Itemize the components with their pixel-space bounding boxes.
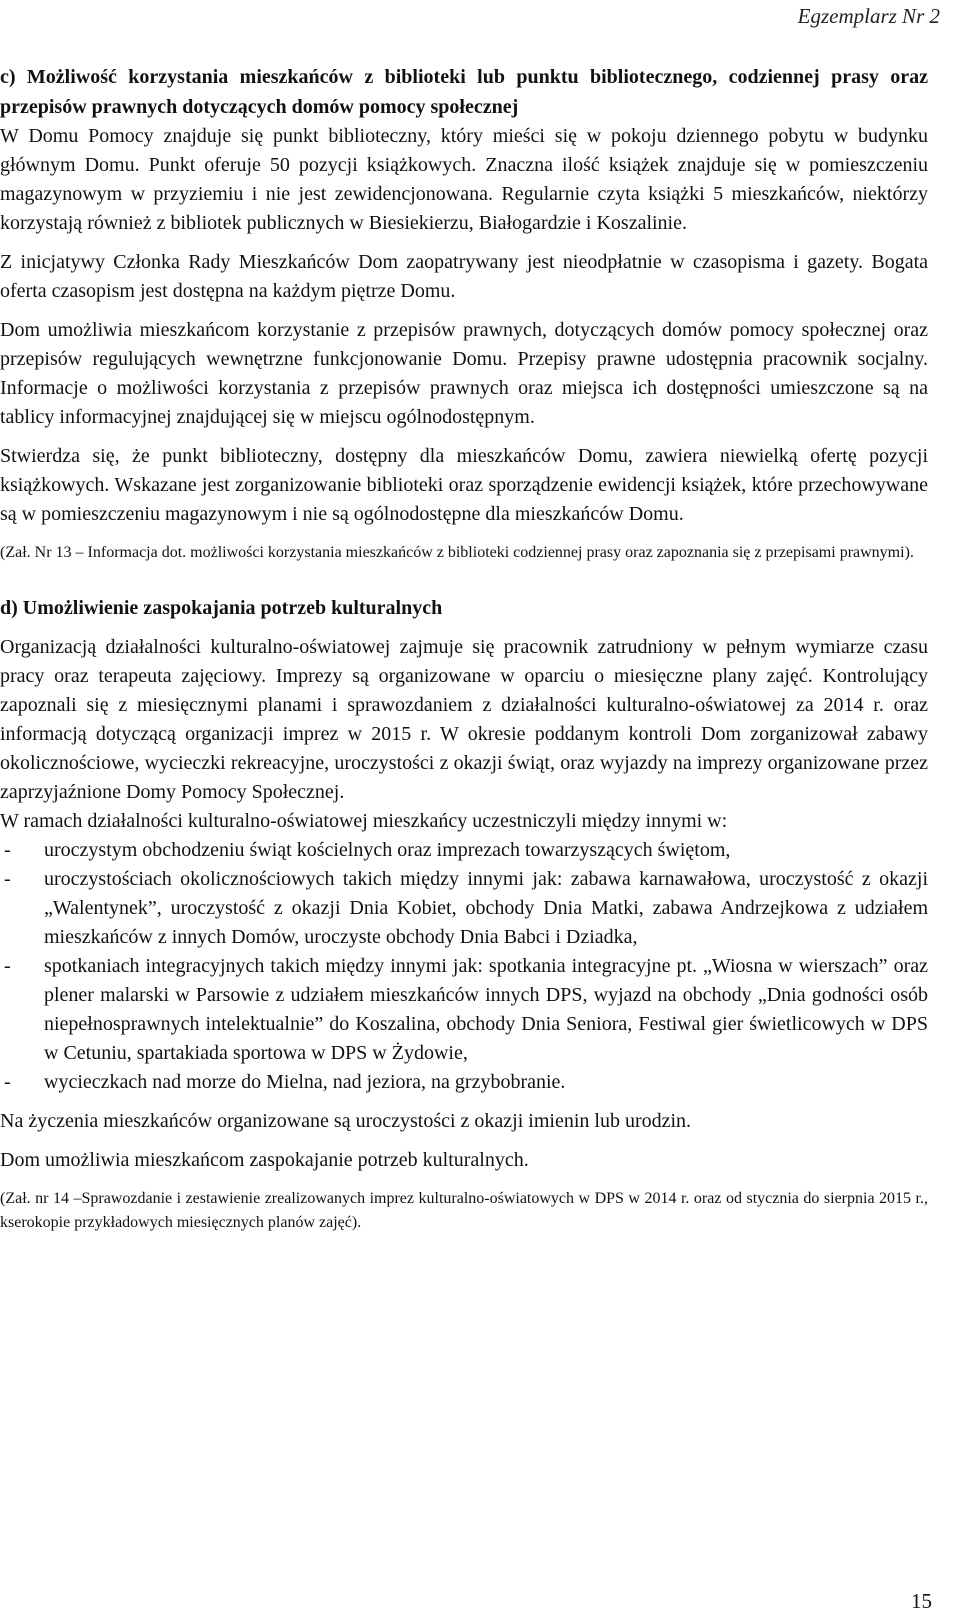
section-c-paragraph-1: W Domu Pomocy znajduje się punkt biblioteczny, który mieści się w pokoju dziennego pobytu w budynku głównym Domu. Punkt oferuje 50 pozycji książkowych. Znaczna ilość książek znajduje się w pomieszczeniu magazynowym w przyziemiu i nie jest zewidencjonowana. Regularnie czyta książki 5 mieszkańców, niektórzy korzystają również z bibliotek publicznych w Biesiekierzu, Białogardzie i Koszalinie. <box>0 125 928 234</box>
document-body <box>0 62 928 1235</box>
list-item <box>0 836 928 865</box>
section-c-attachment-note: (Zał. Nr 13 – Informacja dot. możliwości korzystania mieszkańców z biblioteki codziennej prasy oraz zapoznania się z przepisami prawnymi). <box>0 544 914 561</box>
section-c-paragraph-4: Stwierdza się, że punkt biblioteczny, dostępny dla mieszkańców Domu, zawiera niewielką ofertę pozycji książkowych. Wskazane jest zorganizowanie biblioteki oraz sporządzenie ewidencji książek, które przechowywane są w pomieszczeniu magazynowym i nie są ogólnodostępne dla mieszkańców Domu. <box>0 445 928 525</box>
dash-bullet: - <box>4 839 11 861</box>
section-d-closing-2: Dom umożliwia mieszkańcom zaspokajanie potrzeb kulturalnych. <box>0 1149 529 1171</box>
list-item <box>0 1068 928 1097</box>
list-item-text: uroczystościach okolicznościowych takich między innymi jak: zabawa karnawałowa, uroczystość z okazji „Walentynek”, uroczystość z okazji Dnia Kobiet, obchody Dnia Matki, zabawa Andrzejkowa z udziałem mieszkańców z innych Domów, uroczyste obchody Dnia Babci i Dziadka, <box>44 868 928 948</box>
section-d-attachment-note: (Zał. nr 14 –Sprawozdanie i zestawienie zrealizowanych imprez kulturalno-oświatowych w DPS w 2014 r. oraz od stycznia do sierpnia 2015 r., kserokopie przykładowych miesięcznych planów zajęć). <box>0 1190 928 1231</box>
page-number: 15 <box>911 1589 932 1613</box>
section-c-heading: c) Możliwość korzystania mieszkańców z biblioteki lub punktu bibliotecznego, codziennej prasy oraz przepisów prawnych dotyczących domów pomocy społecznej <box>0 66 928 118</box>
dash-bullet: - <box>4 955 11 977</box>
list-item <box>0 865 928 952</box>
list-item <box>0 952 928 1068</box>
section-d-list-intro: W ramach działalności kulturalno-oświatowej mieszkańcy uczestniczyli między innymi w: <box>0 810 728 832</box>
section-d-intro: Organizacją działalności kulturalno-oświatowej zajmuje się pracownik zatrudniony w pełnym wymiarze czasu pracy oraz terapeuta zajęciowy. Imprezy są organizowane w oparciu o miesięczne plany zajęć. Kontrolujący zapoznali się z miesięcznymi planami i sprawozdaniem z działalności kulturalno-oświatowej za 2014 r. oraz informacją dotyczącą organizacji imprez w 2015 r. W okresie poddanym kontroli Dom zorganizował zabawy okolicznościowe, wycieczki rekreacyjne, uroczystości z okazji świąt, oraz wyjazdy na imprezy organizowane przez zaprzyjaźnione Domy Pomocy Społecznej. <box>0 636 928 803</box>
dash-bullet: - <box>4 868 11 890</box>
dash-bullet: - <box>4 1071 11 1093</box>
section-c-paragraph-3: Dom umożliwia mieszkańcom korzystanie z przepisów prawnych, dotyczących domów pomocy społecznej oraz przepisów regulujących wewnętrzne funkcjonowanie Domu. Przepisy prawne udostępnia pracownik socjalny. Informacje o możliwości korzystania z przepisów prawnych oraz miejsca ich dostępności umieszczone są na tablicy informacyjnej znajdującej się w miejscu ogólnodostępnym. <box>0 319 928 428</box>
section-d-closing-1: Na życzenia mieszkańców organizowane są uroczystości z okazji imienin lub urodzin. <box>0 1110 692 1132</box>
list-item-text: wycieczkach nad morze do Mielna, nad jeziora, na grzybobranie. <box>44 1071 566 1093</box>
section-d-heading: d) Umożliwienie zaspokajania potrzeb kulturalnych <box>0 597 443 619</box>
copy-number-label: Egzemplarz Nr 2 <box>797 4 940 28</box>
list-item-text: spotkaniach integracyjnych takich między innymi jak: spotkania integracyjne pt. „Wiosna w wierszach” oraz plener malarski w Parsowie z udziałem mieszkańców innych DPS, wyjazd na obchody „Dnia godności osób niepełnosprawnych intelektualnie” do Koszalina, obchody Dnia Seniora, Festiwal gier świetlicowych w DPS w Cetuniu, spartakiada sportowa w DPS w Żydowie, <box>44 955 928 1064</box>
activities-list <box>0 836 928 1097</box>
list-item-text: uroczystym obchodzeniu świąt kościelnych oraz imprezach towarzyszących świętom, <box>44 839 731 861</box>
section-c-paragraph-2: Z inicjatywy Członka Rady Mieszkańców Dom zaopatrywany jest nieodpłatnie w czasopisma i gazety. Bogata oferta czasopism jest dostępna na każdym piętrze Domu. <box>0 251 928 302</box>
